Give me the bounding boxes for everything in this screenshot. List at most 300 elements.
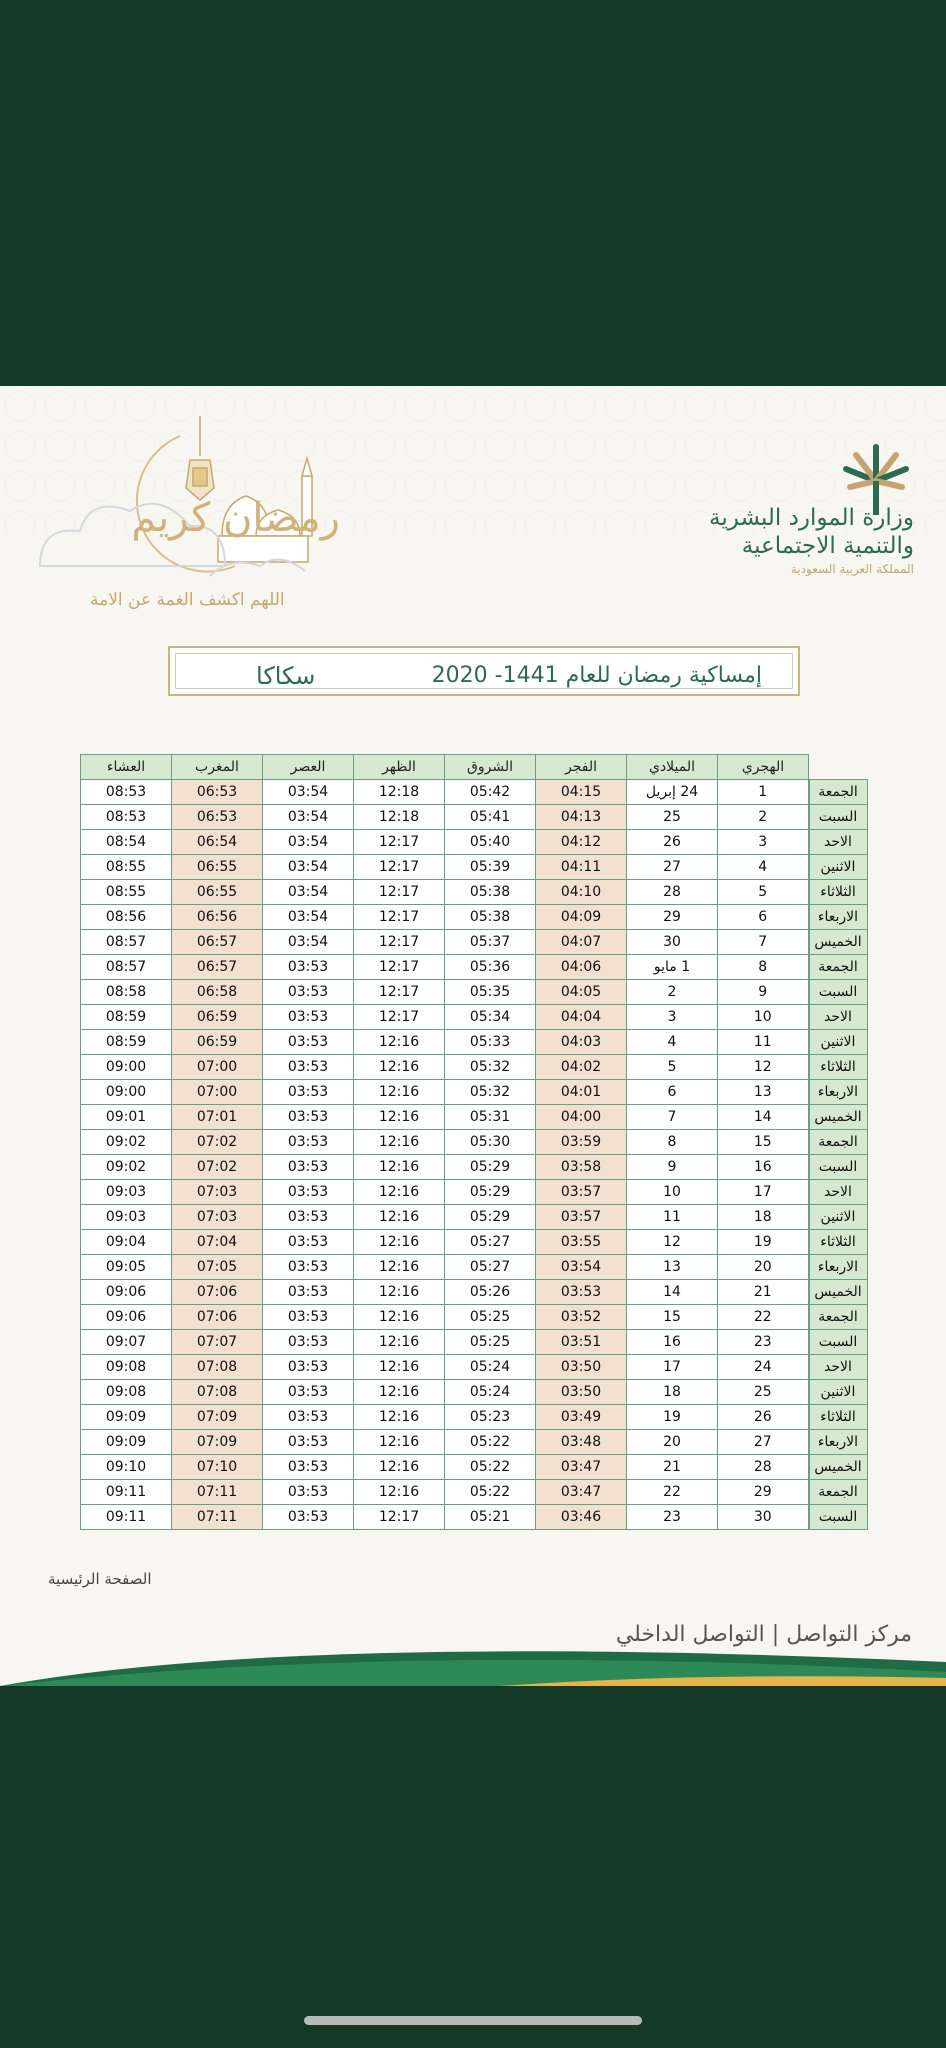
ministry-name [709,504,914,578]
cell-hijri: 17 [718,1180,809,1205]
cell-gregorian: 5 [627,1055,718,1080]
cell-dhuhr: 12:16 [354,1380,445,1405]
cell-isha: 09:03 [81,1180,172,1205]
cell-isha: 09:05 [81,1255,172,1280]
bottom-area [0,1686,946,2048]
table-row [81,1380,868,1405]
table-row [81,855,868,880]
cell-gregorian: 3 [627,1005,718,1030]
cell-hijri: 6 [718,905,809,930]
cell-day: الاحد [809,1355,868,1380]
cell-sunrise: 05:29 [445,1205,536,1230]
cell-hijri: 28 [718,1455,809,1480]
cell-hijri: 4 [718,855,809,880]
cell-fajr: 03:55 [536,1230,627,1255]
cell-day: الجمعة [809,1480,868,1505]
cell-fajr: 03:59 [536,1130,627,1155]
cell-day: الاثنين [809,855,868,880]
cell-fajr: 04:04 [536,1005,627,1030]
table-row [81,1205,868,1230]
cell-sunrise: 05:24 [445,1380,536,1405]
cell-maghrib: 07:04 [172,1230,263,1255]
cell-maghrib: 07:11 [172,1480,263,1505]
ministry-line-2: والتنمية الاجتماعية [741,533,914,559]
cell-gregorian: 23 [627,1505,718,1530]
table-row [81,955,868,980]
cell-sunrise: 05:42 [445,780,536,805]
cell-isha: 09:04 [81,1230,172,1255]
cell-day: الاثنين [809,1205,868,1230]
cell-day: الثلاثاء [809,1055,868,1080]
cell-fajr: 03:51 [536,1330,627,1355]
cell-gregorian: 15 [627,1305,718,1330]
cell-isha: 09:06 [81,1280,172,1305]
cell-hijri: 19 [718,1230,809,1255]
cell-sunrise: 05:29 [445,1180,536,1205]
ministry-line-3: المملكة العربية السعودية [790,562,914,576]
cell-day: الثلاثاء [809,1405,868,1430]
cell-dhuhr: 12:16 [354,1130,445,1155]
table-row [81,1080,868,1105]
cell-dhuhr: 12:16 [354,1330,445,1355]
cell-maghrib: 07:03 [172,1180,263,1205]
cell-dhuhr: 12:16 [354,1280,445,1305]
cell-asr: 03:53 [263,1105,354,1130]
cell-gregorian: 4 [627,1030,718,1055]
prayer-times-table [80,754,868,1530]
cell-day: الخميس [809,1105,868,1130]
cell-sunrise: 05:21 [445,1505,536,1530]
table-row [81,1030,868,1055]
cell-day: الاربعاء [809,1255,868,1280]
cell-day: الجمعة [809,955,868,980]
cell-gregorian: 19 [627,1405,718,1430]
cell-dhuhr: 12:16 [354,1080,445,1105]
cell-gregorian: 14 [627,1280,718,1305]
table-row [81,980,868,1005]
cell-sunrise: 05:38 [445,905,536,930]
cell-dhuhr: 12:16 [354,1255,445,1280]
cell-dhuhr: 12:18 [354,805,445,830]
cell-dhuhr: 12:17 [354,880,445,905]
cell-maghrib: 06:59 [172,1030,263,1055]
cell-day: الجمعة [809,1130,868,1155]
cell-day: السبت [809,1330,868,1355]
table-row [81,780,868,805]
cell-hijri: 22 [718,1305,809,1330]
cell-gregorian: 30 [627,930,718,955]
table-row [81,1405,868,1430]
cell-sunrise: 05:29 [445,1155,536,1180]
table-row [81,1005,868,1030]
cell-gregorian: 21 [627,1455,718,1480]
header-maghrib: المغرب [172,755,263,780]
cell-sunrise: 05:22 [445,1430,536,1455]
cell-sunrise: 05:22 [445,1455,536,1480]
cell-gregorian: 18 [627,1380,718,1405]
cell-hijri: 21 [718,1280,809,1305]
header-day-blank [809,755,868,780]
cell-day: الاثنين [809,1030,868,1055]
table-row [81,1280,868,1305]
cell-asr: 03:54 [263,805,354,830]
cell-sunrise: 05:27 [445,1230,536,1255]
cell-asr: 03:54 [263,905,354,930]
cell-gregorian: 9 [627,1155,718,1180]
cell-sunrise: 05:23 [445,1405,536,1430]
table-row [81,1305,868,1330]
cell-sunrise: 05:24 [445,1355,536,1380]
cell-hijri: 10 [718,1005,809,1030]
cell-asr: 03:53 [263,1130,354,1155]
cell-hijri: 1 [718,780,809,805]
cell-day: الجمعة [809,1305,868,1330]
cell-day: الخميس [809,1455,868,1480]
imsakiya-poster [0,386,946,1686]
cell-day: الاحد [809,1005,868,1030]
cell-fajr: 04:06 [536,955,627,980]
cell-asr: 03:53 [263,1230,354,1255]
cell-sunrise: 05:30 [445,1130,536,1155]
cell-gregorian: 29 [627,905,718,930]
cell-sunrise: 05:27 [445,1255,536,1280]
cell-gregorian: 24 إبريل [627,780,718,805]
cell-sunrise: 05:31 [445,1105,536,1130]
header-dhuhr: الظهر [354,755,445,780]
cell-isha: 09:01 [81,1105,172,1130]
cell-gregorian: 16 [627,1330,718,1355]
cell-fajr: 03:50 [536,1380,627,1405]
table-row [81,905,868,930]
cell-asr: 03:53 [263,1205,354,1230]
cell-fajr: 04:02 [536,1055,627,1080]
mosque-crescent-illustration [30,416,470,596]
cell-sunrise: 05:33 [445,1030,536,1055]
cell-hijri: 20 [718,1255,809,1280]
cell-gregorian: 2 [627,980,718,1005]
cell-fajr: 03:48 [536,1430,627,1455]
cell-dhuhr: 12:17 [354,830,445,855]
cell-asr: 03:53 [263,1430,354,1455]
cell-day: الجمعة [809,780,868,805]
cell-asr: 03:54 [263,880,354,905]
contact-center-text: مركز التواصل | التواصل الداخلي [615,1622,912,1647]
cell-maghrib: 06:55 [172,855,263,880]
cell-hijri: 23 [718,1330,809,1355]
cell-fajr: 03:46 [536,1505,627,1530]
header-fajr: الفجر [536,755,627,780]
cell-sunrise: 05:22 [445,1480,536,1505]
cell-day: الاربعاء [809,1080,868,1105]
cell-day: الاحد [809,1180,868,1205]
cell-gregorian: 17 [627,1355,718,1380]
cell-asr: 03:54 [263,830,354,855]
cell-dhuhr: 12:16 [354,1355,445,1380]
title-banner [168,646,800,696]
cell-hijri: 24 [718,1355,809,1380]
cell-sunrise: 05:40 [445,830,536,855]
cell-isha: 08:55 [81,855,172,880]
cell-sunrise: 05:36 [445,955,536,980]
table-row [81,930,868,955]
cell-day: السبت [809,1505,868,1530]
cell-dhuhr: 12:17 [354,1005,445,1030]
cell-maghrib: 07:00 [172,1080,263,1105]
cell-maghrib: 07:03 [172,1205,263,1230]
cell-gregorian: 6 [627,1080,718,1105]
cell-isha: 09:06 [81,1305,172,1330]
table-row [81,1180,868,1205]
home-link[interactable]: الصفحة الرئيسية [48,1570,152,1588]
cell-hijri: 14 [718,1105,809,1130]
cell-maghrib: 07:06 [172,1305,263,1330]
cell-dhuhr: 12:16 [354,1430,445,1455]
cell-sunrise: 05:25 [445,1305,536,1330]
cell-maghrib: 06:57 [172,955,263,980]
cell-day: الاثنين [809,1380,868,1405]
cell-maghrib: 06:53 [172,780,263,805]
cell-dhuhr: 12:16 [354,1105,445,1130]
cell-asr: 03:53 [263,1155,354,1180]
cell-isha: 09:09 [81,1430,172,1455]
cell-sunrise: 05:26 [445,1280,536,1305]
cell-isha: 08:59 [81,1030,172,1055]
calligraphy-ramadan-kareem [131,495,340,541]
cell-dhuhr: 12:16 [354,1455,445,1480]
table-row [81,880,868,905]
cell-fajr: 03:58 [536,1155,627,1180]
cell-fajr: 03:47 [536,1455,627,1480]
cell-sunrise: 05:38 [445,880,536,905]
home-indicator[interactable] [304,2016,642,2025]
cell-asr: 03:53 [263,1380,354,1405]
cell-isha: 08:53 [81,805,172,830]
table-row [81,830,868,855]
cell-isha: 09:08 [81,1355,172,1380]
cell-isha: 09:00 [81,1080,172,1105]
table-row [81,1230,868,1255]
cell-fajr: 04:03 [536,1030,627,1055]
cell-hijri: 12 [718,1055,809,1080]
cell-maghrib: 07:02 [172,1155,263,1180]
cell-asr: 03:53 [263,1180,354,1205]
cell-sunrise: 05:25 [445,1330,536,1355]
cell-hijri: 29 [718,1480,809,1505]
table-row [81,1355,868,1380]
cell-sunrise: 05:32 [445,1080,536,1105]
cell-gregorian: 1 مايو [627,955,718,980]
cell-isha: 08:56 [81,905,172,930]
banner-title: إمساكية رمضان للعام 1441- 2020 [431,663,762,688]
cell-hijri: 3 [718,830,809,855]
cell-day: السبت [809,1155,868,1180]
cell-hijri: 2 [718,805,809,830]
cell-maghrib: 06:53 [172,805,263,830]
cell-fajr: 03:50 [536,1355,627,1380]
cell-fajr: 03:53 [536,1280,627,1305]
cell-fajr: 03:57 [536,1205,627,1230]
cell-isha: 09:07 [81,1330,172,1355]
cell-asr: 03:53 [263,1030,354,1055]
cell-asr: 03:53 [263,1405,354,1430]
cell-asr: 03:53 [263,1280,354,1305]
footer-wave [0,1632,946,1686]
cell-sunrise: 05:37 [445,930,536,955]
cell-gregorian: 11 [627,1205,718,1230]
table-row [81,1430,868,1455]
cell-maghrib: 06:55 [172,880,263,905]
cell-isha: 08:57 [81,930,172,955]
cell-gregorian: 26 [627,830,718,855]
cell-dhuhr: 12:16 [354,1405,445,1430]
cell-fajr: 04:13 [536,805,627,830]
cell-isha: 09:00 [81,1055,172,1080]
header-gregorian: الميلادي [627,755,718,780]
cell-dhuhr: 12:16 [354,1055,445,1080]
cell-gregorian: 12 [627,1230,718,1255]
cell-fajr: 03:54 [536,1255,627,1280]
cell-hijri: 5 [718,880,809,905]
cell-isha: 08:53 [81,780,172,805]
cell-dhuhr: 12:17 [354,980,445,1005]
cell-isha: 08:57 [81,955,172,980]
cell-dhuhr: 12:16 [354,1030,445,1055]
cell-sunrise: 05:35 [445,980,536,1005]
header-hijri: الهجري [718,755,809,780]
cell-dhuhr: 12:17 [354,955,445,980]
cell-maghrib: 07:07 [172,1330,263,1355]
cell-dhuhr: 12:16 [354,1155,445,1180]
cell-sunrise: 05:32 [445,1055,536,1080]
cell-maghrib: 07:01 [172,1105,263,1130]
header-asr: العصر [263,755,354,780]
svg-text:رمضان كريم: رمضان كريم [131,495,340,541]
cell-hijri: 30 [718,1505,809,1530]
cell-fajr: 04:10 [536,880,627,905]
cell-fajr: 04:11 [536,855,627,880]
cell-isha: 08:55 [81,880,172,905]
cell-asr: 03:53 [263,980,354,1005]
table-row [81,805,868,830]
cell-gregorian: 25 [627,805,718,830]
table-row [81,1155,868,1180]
cell-gregorian: 27 [627,855,718,880]
cell-hijri: 26 [718,1405,809,1430]
cell-fajr: 03:52 [536,1305,627,1330]
cell-dhuhr: 12:17 [354,905,445,930]
cell-day: الثلاثاء [809,880,868,905]
cell-isha: 09:02 [81,1155,172,1180]
cell-isha: 08:54 [81,830,172,855]
cell-asr: 03:53 [263,1355,354,1380]
cell-asr: 03:53 [263,1305,354,1330]
cell-asr: 03:53 [263,1505,354,1530]
cell-fajr: 04:07 [536,930,627,955]
cell-hijri: 15 [718,1130,809,1155]
cell-gregorian: 22 [627,1480,718,1505]
cell-hijri: 18 [718,1205,809,1230]
cell-gregorian: 13 [627,1255,718,1280]
table-header-row [81,755,868,780]
cell-fajr: 04:05 [536,980,627,1005]
cell-dhuhr: 12:16 [354,1180,445,1205]
cell-hijri: 8 [718,955,809,980]
cell-dhuhr: 12:17 [354,930,445,955]
table-row [81,1055,868,1080]
cell-asr: 03:53 [263,1055,354,1080]
cell-asr: 03:54 [263,855,354,880]
cell-asr: 03:54 [263,930,354,955]
cell-maghrib: 07:02 [172,1130,263,1155]
cell-asr: 03:53 [263,1255,354,1280]
cell-gregorian: 20 [627,1430,718,1455]
cell-maghrib: 07:00 [172,1055,263,1080]
cell-fajr: 04:00 [536,1105,627,1130]
table-row [81,1480,868,1505]
cell-dhuhr: 12:18 [354,780,445,805]
header-isha: العشاء [81,755,172,780]
lantern-icon [186,416,214,500]
table-row [81,1105,868,1130]
cell-hijri: 9 [718,980,809,1005]
cell-isha: 09:10 [81,1455,172,1480]
cell-asr: 03:53 [263,1480,354,1505]
cell-dhuhr: 12:16 [354,1305,445,1330]
cell-asr: 03:53 [263,955,354,980]
cell-asr: 03:54 [263,780,354,805]
cell-day: الخميس [809,930,868,955]
cell-maghrib: 06:57 [172,930,263,955]
cell-gregorian: 28 [627,880,718,905]
cell-dhuhr: 12:16 [354,1205,445,1230]
cell-day: الثلاثاء [809,1230,868,1255]
cell-asr: 03:53 [263,1080,354,1105]
table-body [81,780,868,1530]
cell-maghrib: 06:56 [172,905,263,930]
cell-day: الاربعاء [809,1430,868,1455]
cell-isha: 09:03 [81,1205,172,1230]
cell-gregorian: 8 [627,1130,718,1155]
cell-dhuhr: 12:16 [354,1480,445,1505]
cell-day: السبت [809,805,868,830]
cell-maghrib: 06:59 [172,1005,263,1030]
cell-fajr: 03:57 [536,1180,627,1205]
cell-gregorian: 10 [627,1180,718,1205]
cell-day: الاربعاء [809,905,868,930]
cell-hijri: 25 [718,1380,809,1405]
cell-fajr: 03:49 [536,1405,627,1430]
cell-maghrib: 07:09 [172,1405,263,1430]
cell-hijri: 16 [718,1155,809,1180]
cell-fajr: 04:01 [536,1080,627,1105]
cell-fajr: 04:09 [536,905,627,930]
cell-asr: 03:53 [263,1005,354,1030]
table-row [81,1255,868,1280]
cell-maghrib: 07:09 [172,1430,263,1455]
cell-hijri: 11 [718,1030,809,1055]
cell-maghrib: 06:54 [172,830,263,855]
cell-maghrib: 06:58 [172,980,263,1005]
table-row [81,1130,868,1155]
dua-text: اللهم اكشف الغمة عن الامة [90,590,285,610]
cell-day: الخميس [809,1280,868,1305]
cell-maghrib: 07:05 [172,1255,263,1280]
cell-dhuhr: 12:16 [354,1230,445,1255]
header-sunrise: الشروق [445,755,536,780]
cell-isha: 09:11 [81,1505,172,1530]
cell-isha: 09:02 [81,1130,172,1155]
cell-sunrise: 05:39 [445,855,536,880]
